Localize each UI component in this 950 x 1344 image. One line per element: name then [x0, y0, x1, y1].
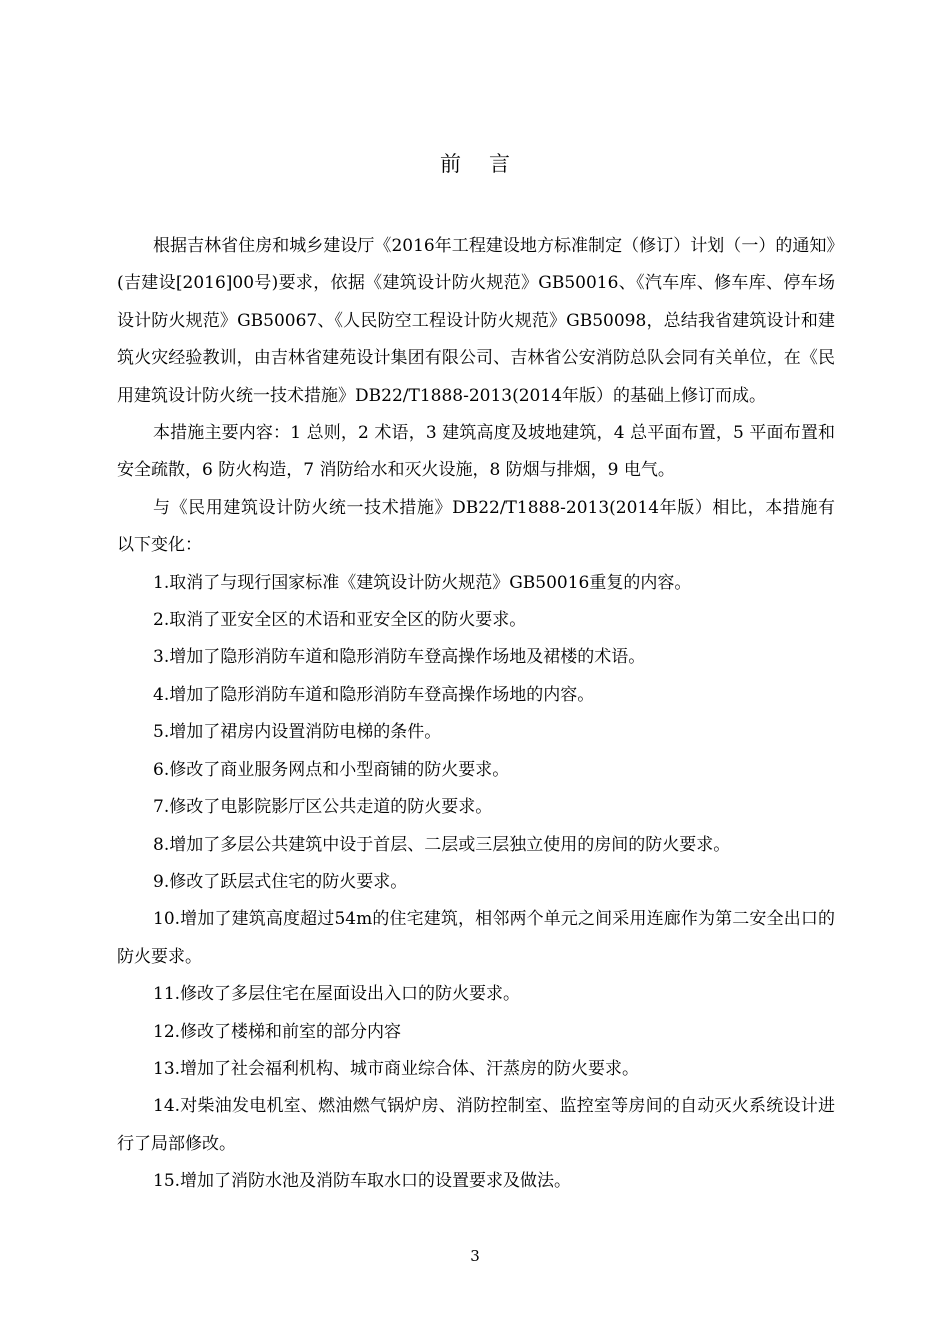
page-number: 3: [470, 1247, 480, 1265]
change-item-15: 15.增加了消防水池及消防车取水口的设置要求及做法。: [153, 1171, 572, 1192]
change-item-7: 7.修改了电影院影厅区公共走道的防火要求。: [153, 797, 493, 818]
page-title: 前言: [440, 152, 538, 176]
change-item-12: 12.修改了楼梯和前室的部分内容: [153, 1021, 402, 1042]
change-item-6: 6.修改了商业服务网点和小型商铺的防火要求。: [153, 759, 510, 780]
change-item-5: 5.增加了裙房内设置消防电梯的条件。: [153, 722, 442, 743]
change-item-2: 2.取消了亚安全区的术语和亚安全区的防火要求。: [153, 610, 527, 631]
change-item-14: 14.对柴油发电机室、燃油燃气锅炉房、消防控制室、监控室等房间的自动灭火系统设计进行了局部修改。: [117, 1096, 835, 1154]
change-item-13: 13.增加了社会福利机构、城市商业综合体、汗蒸房的防火要求。: [153, 1058, 640, 1079]
change-item-4: 4.增加了隐形消防车道和隐形消防车登高操作场地的内容。: [153, 684, 595, 705]
change-item-11: 11.修改了多层住宅在屋面设出入口的防火要求。: [153, 984, 521, 1005]
change-item-9: 9.修改了跃层式住宅的防火要求。: [153, 871, 408, 892]
change-item-8: 8.增加了多层公共建筑中设于首层、二层或三层独立使用的房间的防火要求。: [153, 834, 731, 855]
intro-paragraph: 根据吉林省住房和城乡建设厅《2016年工程建设地方标准制定（修订）计划（一）的通知》(吉建设[2016]00号)要求，依据《建筑设计防火规范》GB50016、《汽车库、修车库、停车场设计防火规范》GB50067、《人民防空工程设计防火规范》GB50098，总结我省建筑设计和建筑火灾经验教训，由吉林省建苑设计集团有限公司、吉林省公安消防总队会同有关单位，在《民用建筑设计防火统一技术措施》DB22/T1888-2013(2014年版）的基础上修订而成。: [117, 236, 835, 406]
change-item-10: 10.增加了建筑高度超过54m的住宅建筑，相邻两个单元之间采用连廊作为第二安全出口的防火要求。: [117, 909, 835, 967]
changes-intro-paragraph: 与《民用建筑设计防火统一技术措施》DB22/T1888-2013(2014年版）相比，本措施有以下变化：: [117, 497, 835, 556]
contents-paragraph: 本措施主要内容：1 总则，2 术语，3 建筑高度及坡地建筑，4 总平面布置，5 平面布置和安全疏散，6 防火构造，7 消防给水和灭火设施，8 防烟与排烟，9 电气。: [117, 423, 835, 481]
change-item-1: 1.取消了与现行国家标准《建筑设计防火规范》GB50016重复的内容。: [153, 572, 692, 593]
body-text: [117, 228, 835, 1201]
change-item-3: 3.增加了隐形消防车道和隐形消防车登高操作场地及裙楼的术语。: [153, 647, 646, 668]
